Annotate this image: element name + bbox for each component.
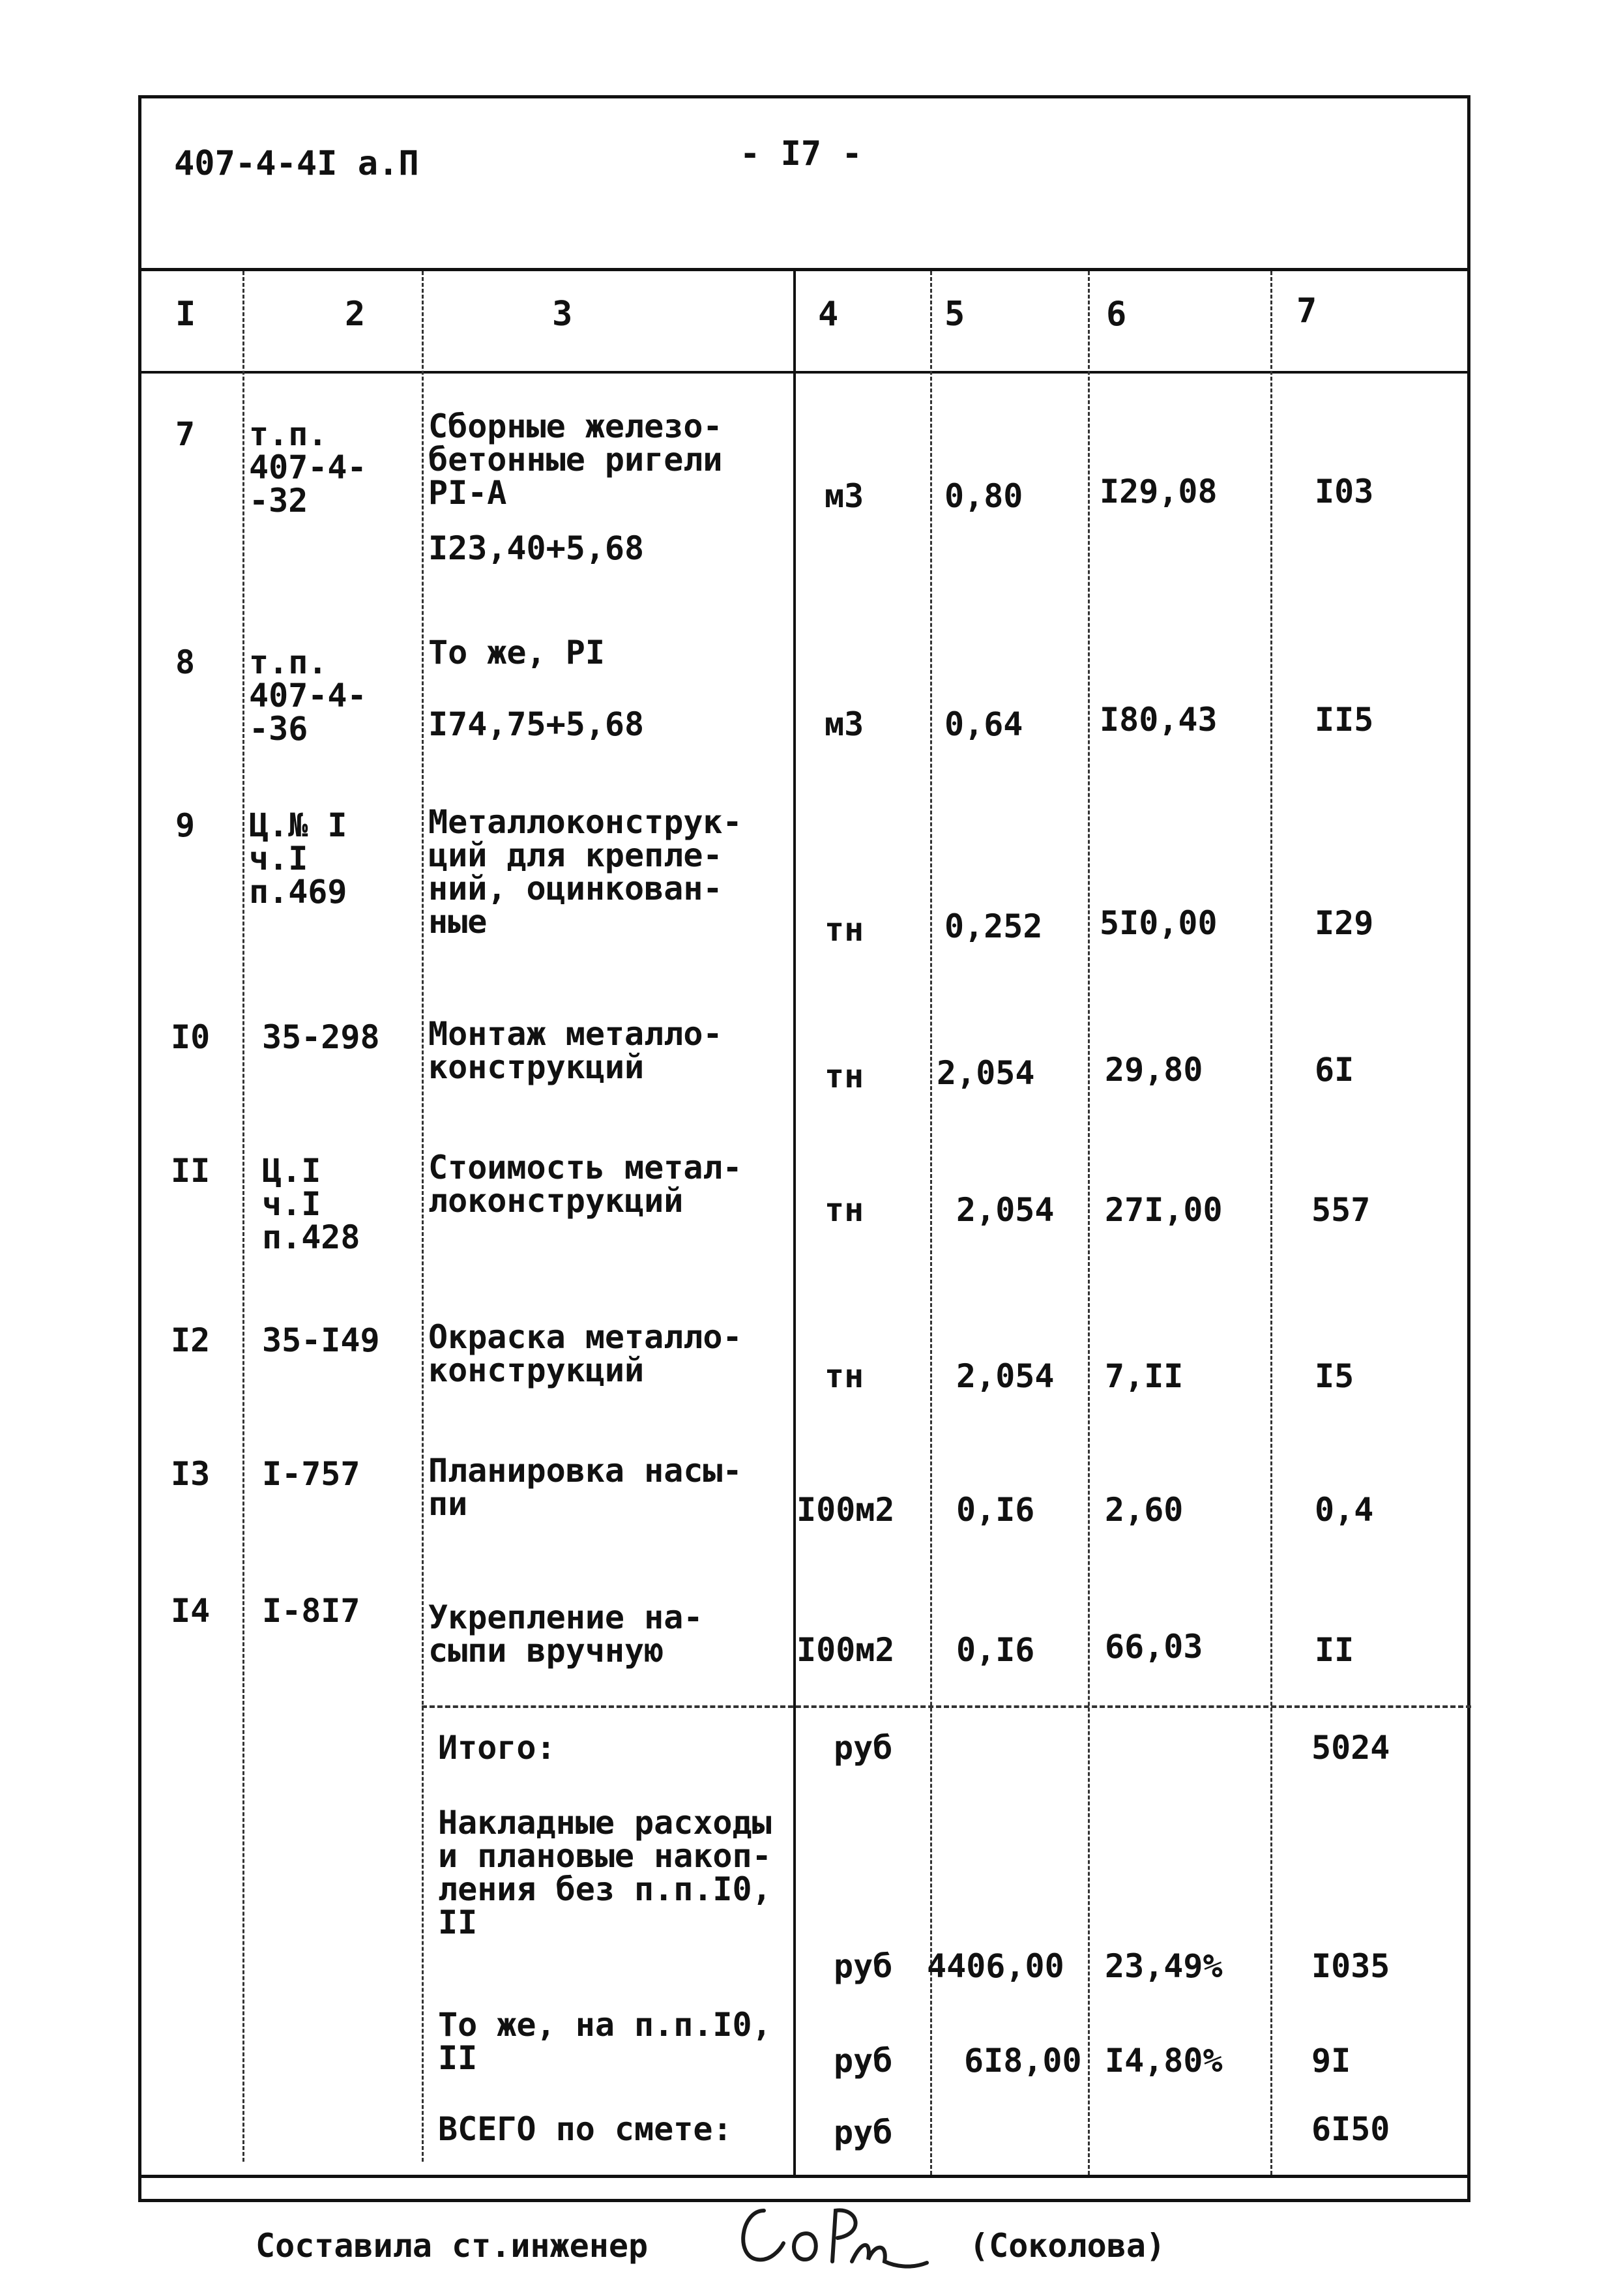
item-description: Планировка насы- пи xyxy=(428,1452,742,1523)
reference-code: I-757 xyxy=(262,1455,360,1493)
item-description: То же, PI xyxy=(428,634,605,671)
summary-total: I035 xyxy=(1311,1947,1390,1985)
total-cost: I5 xyxy=(1315,1357,1354,1395)
table-header-rule xyxy=(141,371,1467,374)
table-bottom-rule xyxy=(141,2175,1467,2178)
page-number: - I7 - xyxy=(740,134,862,173)
quantity: 0,64 xyxy=(944,705,1023,743)
column-header-4: 4 xyxy=(818,295,839,334)
signature-image xyxy=(728,2185,943,2289)
summary-label: То же, на п.п.I0, II xyxy=(438,2006,772,2077)
unit-price: 29,80 xyxy=(1105,1051,1203,1089)
column-divider xyxy=(1088,271,1090,2175)
engineer-name: (Соколова) xyxy=(969,2227,1166,2265)
quantity: 2,054 xyxy=(937,1054,1035,1092)
total-cost: I03 xyxy=(1315,473,1374,510)
unit-price: I29,08 xyxy=(1100,473,1218,510)
compiled-by-label: Составила ст.инженер xyxy=(256,2227,649,2265)
unit: I00м2 xyxy=(797,1491,895,1529)
row-number: 9 xyxy=(175,806,196,844)
row-number: I3 xyxy=(171,1455,211,1493)
reference-code: I-8I7 xyxy=(262,1592,360,1630)
row-number: I4 xyxy=(171,1592,211,1630)
item-description: Укрепление на- сыпи вручную xyxy=(428,1598,703,1670)
quantity: 0,252 xyxy=(944,907,1043,945)
summary-base: 4406,00 xyxy=(927,1947,1064,1985)
unit-price: 2,60 xyxy=(1105,1491,1184,1529)
unit-price: 27I,00 xyxy=(1105,1191,1223,1229)
summary-unit: руб xyxy=(834,2113,893,2151)
reference-code: т.п. 407-4- -36 xyxy=(249,643,367,748)
item-calculation: I74,75+5,68 xyxy=(428,705,645,743)
quantity: 0,I6 xyxy=(956,1491,1035,1529)
summary-divider xyxy=(422,1705,1471,1708)
item-description: Стоимость метал- локонструкций xyxy=(428,1149,742,1220)
column-header-6: 6 xyxy=(1106,295,1127,334)
column-header-2: 2 xyxy=(345,295,366,334)
unit: м3 xyxy=(825,705,864,743)
row-number: 8 xyxy=(175,643,196,681)
document-frame xyxy=(138,95,1470,2265)
unit: тн xyxy=(825,1357,864,1395)
unit-price: I80,43 xyxy=(1100,701,1218,739)
item-description: Сборные железо- бетонные ригели PI-A xyxy=(428,407,723,512)
column-divider xyxy=(1270,271,1272,2175)
unit-price: 66,03 xyxy=(1105,1628,1203,1666)
unit: тн xyxy=(825,911,864,949)
summary-label: Итого: xyxy=(438,1729,556,1767)
quantity: 0,80 xyxy=(944,477,1023,515)
total-cost: I29 xyxy=(1315,904,1374,942)
summary-rate: 23,49% xyxy=(1105,1947,1223,1985)
total-cost: 6I xyxy=(1315,1051,1354,1089)
row-number: 7 xyxy=(175,415,196,453)
document-code: 407-4-4I а.П xyxy=(174,144,419,183)
reference-code: Ц.№ I ч.I п.469 xyxy=(249,806,347,911)
unit-price: 7,II xyxy=(1105,1357,1184,1395)
item-description: Монтаж металло- конструкций xyxy=(428,1015,723,1086)
total-cost: II5 xyxy=(1315,701,1374,739)
row-number: I0 xyxy=(171,1018,211,1056)
row-number: II xyxy=(171,1152,211,1190)
summary-unit: руб xyxy=(834,1729,893,1767)
summary-base: 6I8,00 xyxy=(964,2042,1082,2080)
summary-unit: руб xyxy=(834,1947,893,1985)
column-header-3: 3 xyxy=(552,295,573,334)
item-description: Окраска металло- конструкций xyxy=(428,1318,742,1389)
summary-total: 5024 xyxy=(1311,1729,1390,1767)
row-number: I2 xyxy=(171,1321,211,1359)
summary-rate: I4,80% xyxy=(1105,2042,1223,2080)
reference-code: Ц.I ч.I п.428 xyxy=(262,1152,360,1256)
column-header-7: 7 xyxy=(1296,291,1317,331)
column-divider xyxy=(422,271,424,2162)
summary-total: 6I50 xyxy=(1311,2110,1390,2148)
table-top-rule xyxy=(141,268,1467,271)
total-cost: II xyxy=(1315,1631,1354,1669)
column-header-5: 5 xyxy=(944,295,965,334)
reference-code: 35-I49 xyxy=(262,1321,380,1359)
summary-total: 9I xyxy=(1311,2042,1351,2080)
column-divider xyxy=(242,271,244,2162)
column-header-1: I xyxy=(175,295,196,334)
unit: тн xyxy=(825,1191,864,1229)
summary-unit: руб xyxy=(834,2042,893,2080)
item-calculation: I23,40+5,68 xyxy=(428,529,645,567)
unit-price: 5I0,00 xyxy=(1100,904,1218,942)
reference-code: т.п. 407-4- -32 xyxy=(249,415,367,520)
unit: I00м2 xyxy=(797,1631,895,1669)
quantity: 2,054 xyxy=(956,1357,1055,1395)
unit: тн xyxy=(825,1057,864,1095)
unit: м3 xyxy=(825,477,864,515)
summary-label: ВСЕГО по смете: xyxy=(438,2110,733,2148)
summary-label: Накладные расходы и плановые накоп- ления без п.п.I0, II xyxy=(438,1804,772,1941)
total-cost: 557 xyxy=(1311,1191,1371,1229)
quantity: 0,I6 xyxy=(956,1631,1035,1669)
reference-code: 35-298 xyxy=(262,1018,380,1056)
item-description: Металлоконструк- ций для крепле- ний, оцинкован- ные xyxy=(428,803,742,941)
column-divider xyxy=(793,271,796,2175)
total-cost: 0,4 xyxy=(1315,1491,1374,1529)
quantity: 2,054 xyxy=(956,1191,1055,1229)
column-divider xyxy=(930,271,932,2175)
